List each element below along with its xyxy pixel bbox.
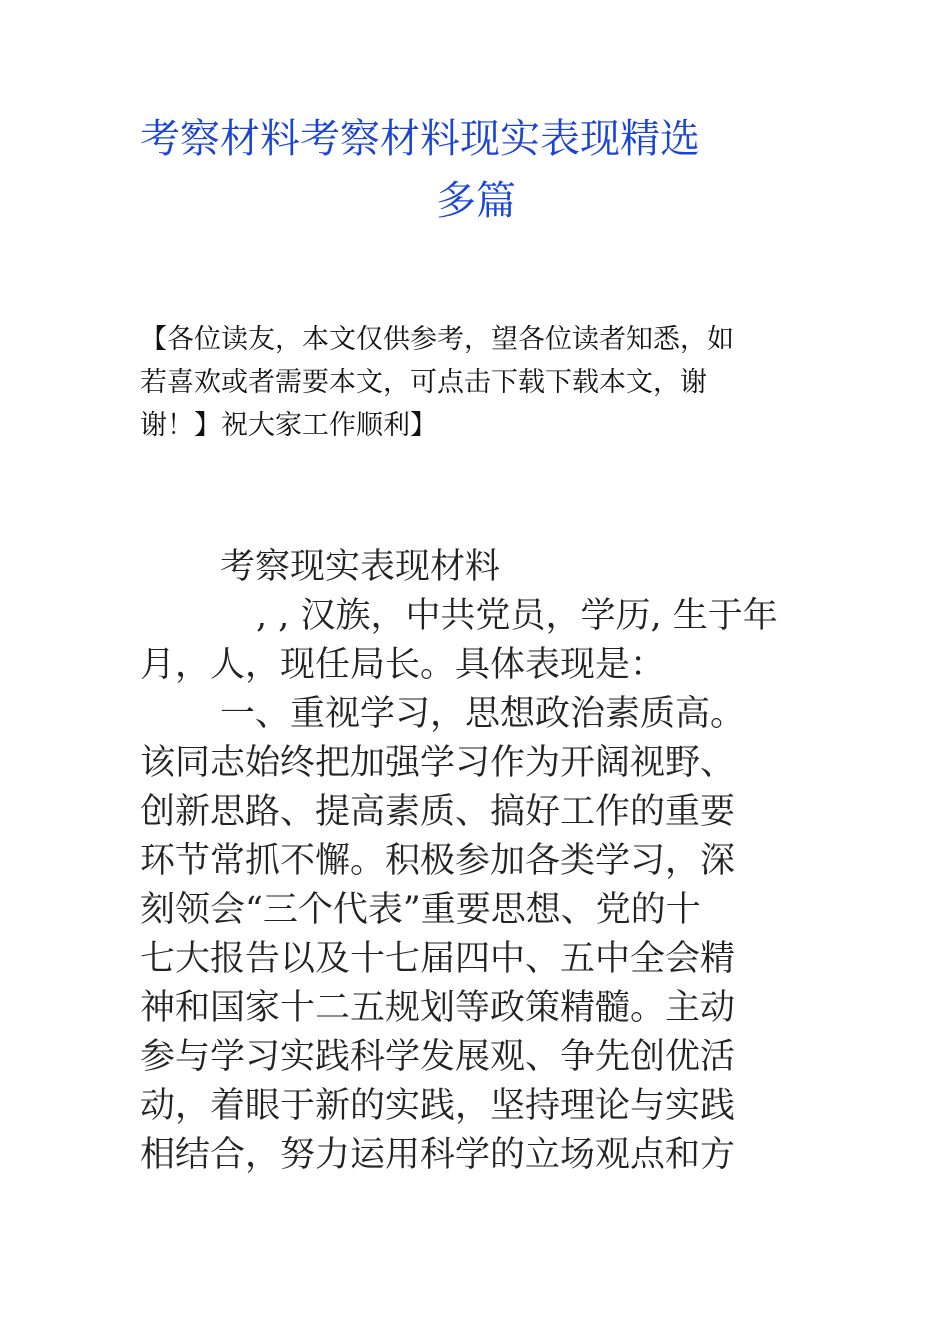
notice-line: 【各位读友，本文仅供参考，望各位读者知悉，如 [140,324,734,355]
body-line: 环节常抓不懈。积极参加各类学习，深 [140,841,736,881]
body-line: 相结合，努力运用科学的立场观点和方 [140,1135,736,1175]
reader-notice [140,318,820,447]
body-line: 月，人，现任局长。具体表现是： [140,645,666,685]
body-heading: 考察现实表现材料 [220,547,501,587]
document-title [140,108,820,232]
notice-line: 谢！】祝大家工作顺利】 [140,410,437,441]
title-line-2: 多篇 [436,178,516,224]
body-line: 动，着眼于新的实践，坚持理论与实践 [140,1086,736,1126]
body-line: 该同志始终把加强学习作为开阔视野、 [140,743,736,783]
document-body [140,543,820,1180]
body-line: 刻领会“三个代表”重要思想、党的十 [140,890,701,930]
body-line: , , 汉族，中共党员，学历, 生于年 [256,596,778,636]
body-line: 创新思路、提高素质、搞好工作的重要 [140,792,736,832]
notice-line: 若喜欢或者需要本文，可点击下载下载本文，谢 [140,367,707,398]
body-line: 参与学习实践科学发展观、争先创优活 [140,1037,736,1077]
body-line: 七大报告以及十七届四中、五中全会精 [140,939,736,979]
body-line: 一、重视学习，思想政治素质高。 [220,694,746,734]
body-line: 神和国家十二五规划等政策精髓。主动 [140,988,736,1028]
title-line-1: 考察材料考察材料现实表现精选 [140,116,700,162]
